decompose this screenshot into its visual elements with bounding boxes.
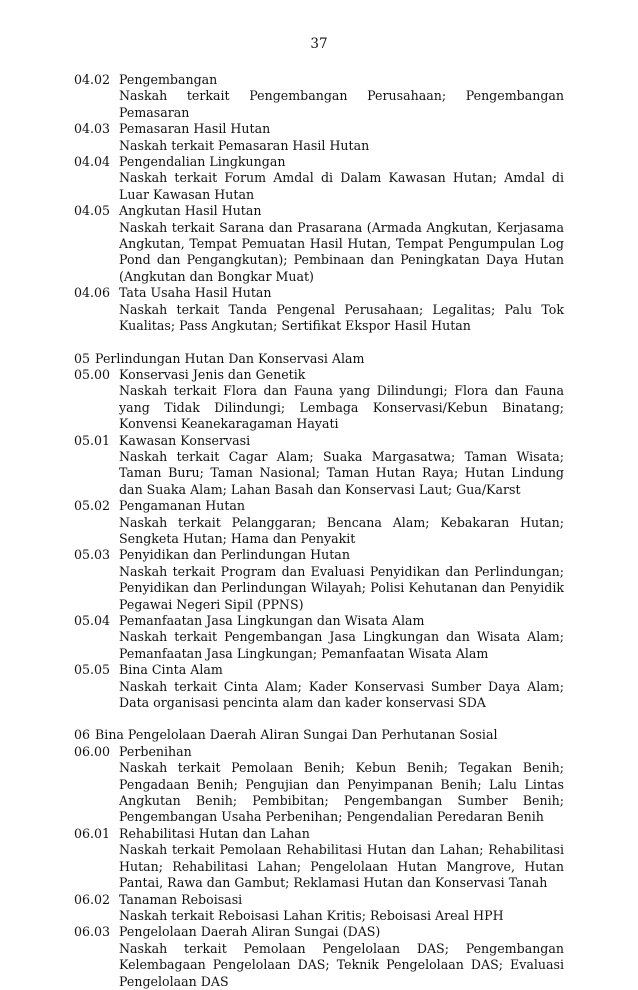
entry-heading bbox=[74, 547, 564, 563]
entry-code: 05.01 bbox=[74, 432, 111, 448]
classification-entry bbox=[74, 367, 564, 433]
classification-entry bbox=[74, 498, 564, 547]
section-number: 06 bbox=[74, 727, 91, 743]
entry-title: Penyidikan dan Perlindungan Hutan bbox=[119, 547, 350, 563]
classification-entry bbox=[74, 72, 564, 121]
entry-heading bbox=[74, 72, 564, 88]
entry-heading bbox=[74, 826, 564, 842]
entry-title: Pengembangan bbox=[119, 72, 218, 87]
classification-list bbox=[74, 72, 564, 990]
entry-heading bbox=[74, 367, 564, 383]
classification-entry bbox=[74, 744, 564, 826]
entry-heading bbox=[74, 613, 564, 629]
entry-description: Naskah terkait Pelanggaran; Bencana Alam; Kebakaran Hutan; Sengketa Hutan; Hama dan Penyakit bbox=[119, 514, 564, 546]
entry-description: Naskah terkait Flora dan Fauna yang Dilindungi; Flora dan Fauna yang Tidak Dilindungi; Lembaga Konservasi/Kebun Binatang; Konvensi Keanekaragaman Hayati bbox=[119, 383, 564, 432]
entry-title: Pengamanan Hutan bbox=[119, 498, 245, 514]
classification-entry bbox=[74, 285, 564, 334]
entry-code: 04.05 bbox=[74, 203, 111, 219]
entry-description: Naskah terkait Pengembangan Jasa Lingkungan dan Wisata Alam; Pemanfaatan Jasa Lingkungan; Pemanfaatan Wisata Alam bbox=[119, 629, 564, 661]
entry-description: Naskah terkait Cinta Alam; Kader Konservasi Sumber Daya Alam; Data organisasi pencinta alam dan kader konservasi SDA bbox=[119, 678, 564, 711]
entry-code: 04.03 bbox=[74, 121, 111, 137]
entry-title: Pengelolaan Daerah Aliran Sungai (DAS) bbox=[119, 924, 381, 940]
entry-heading bbox=[74, 121, 564, 137]
entry-code: 06.01 bbox=[74, 825, 111, 841]
entry-description: Naskah terkait Forum Amdal di Dalam Kawasan Hutan; Amdal di Luar Kawasan Hutan bbox=[119, 170, 564, 202]
entry-description: Naskah terkait Pengembangan Perusahaan; Pengembangan Pemasaran bbox=[119, 88, 564, 120]
entry-code: 05.02 bbox=[74, 498, 111, 514]
entry-description: Naskah terkait Sarana dan Prasarana (Armada Angkutan, Kerjasama Angkutan, Tempat Pemuatan Hasil Hutan, Tempat Pengumpulan Log Pond dan Pengangkutan); Pembinaan dan Peningkatan Daya Hutan (Angkutan dan Bongkar Muat) bbox=[119, 219, 564, 284]
entry-title: Pemanfaatan Jasa Lingkungan dan Wisata Alam bbox=[119, 613, 425, 628]
entry-title: Tata Usaha Hasil Hutan bbox=[119, 285, 272, 301]
entry-description: Naskah terkait Pemolaan Pengelolaan DAS; Pengembangan Kelembagaan Pengelolaan DAS; Teknik Pengelolaan DAS; Evaluasi Pengelolaan DAS bbox=[119, 940, 564, 989]
entry-description: Naskah terkait Pemolaan Benih; Kebun Benih; Tegakan Benih; Pengadaan Benih; Pengujian dan Penyimpanan Benih; Lalu Lintas Angkutan Benih; Pembibitan; Pengembangan Sumber Benih; Pengembangan Usaha Perbenihan; Pengendalian Peredaran Benih bbox=[119, 760, 564, 825]
entry-code: 04.04 bbox=[74, 154, 111, 170]
section-title: Bina Pengelolaan Daerah Aliran Sungai Dan Perhutanan Sosial bbox=[95, 727, 498, 743]
entry-description: Naskah terkait Pemasaran Hasil Hutan bbox=[119, 137, 370, 153]
entry-description: Naskah terkait Cagar Alam; Suaka Margasatwa; Taman Wisata; Taman Buru; Taman Nasional; Taman Hutan Raya; Hutan Lindung dan Suaka Alam; Lahan Basah dan Konservasi Laut; Gua/Karst bbox=[119, 448, 564, 497]
entry-heading bbox=[74, 285, 564, 301]
classification-entry bbox=[74, 433, 564, 499]
entry-heading bbox=[74, 203, 564, 219]
entry-heading bbox=[74, 924, 564, 940]
entry-heading bbox=[74, 892, 564, 908]
entry-title: Tanaman Reboisasi bbox=[119, 891, 243, 907]
entry-code: 06.03 bbox=[74, 924, 111, 940]
entry-code: 04.06 bbox=[74, 285, 111, 301]
entry-code: 05.00 bbox=[74, 366, 111, 382]
entry-title: Pemasaran Hasil Hutan bbox=[119, 121, 271, 137]
entry-title: Bina Cinta Alam bbox=[119, 662, 223, 678]
entry-code: 06.02 bbox=[74, 891, 111, 907]
classification-entry bbox=[74, 613, 564, 662]
classification-entry bbox=[74, 826, 564, 892]
section-heading bbox=[74, 351, 564, 367]
classification-entry bbox=[74, 924, 564, 990]
entry-heading bbox=[74, 498, 564, 514]
entry-title: Kawasan Konservasi bbox=[119, 432, 251, 448]
section-title: Perlindungan Hutan Dan Konservasi Alam bbox=[95, 350, 365, 366]
page-number: 37 bbox=[310, 36, 328, 52]
entry-title: Perbenihan bbox=[119, 743, 192, 759]
entry-heading bbox=[74, 433, 564, 449]
entry-heading bbox=[74, 744, 564, 760]
entry-code: 05.04 bbox=[74, 613, 111, 628]
classification-entry bbox=[74, 547, 564, 613]
entry-description: Naskah terkait Reboisasi Lahan Kritis; Reboisasi Areal HPH bbox=[119, 907, 504, 923]
entry-description: Naskah terkait Program dan Evaluasi Penyidikan dan Perlindungan; Penyidikan dan Perlindungan Wilayah; Polisi Kehutanan dan Penyidik Pegawai Negeri Sipil (PPNS) bbox=[119, 563, 564, 612]
entry-heading bbox=[74, 154, 564, 170]
entry-title: Konservasi Jenis dan Genetik bbox=[119, 366, 306, 382]
entry-code: 05.03 bbox=[74, 547, 111, 563]
entry-code: 04.02 bbox=[74, 72, 111, 87]
section-number: 05 bbox=[74, 350, 91, 366]
classification-entry bbox=[74, 662, 564, 711]
entry-description: Naskah terkait Pemolaan Rehabilitasi Hutan dan Lahan; Rehabilitasi Hutan; Rehabilitasi Lahan; Pengelolaan Hutan Mangrove, Hutan Pantai, Rawa dan Gambut; Reklamasi Hutan dan Konservasi Tanah bbox=[119, 842, 564, 891]
classification-entry bbox=[74, 154, 564, 203]
entry-code: 06.00 bbox=[74, 743, 111, 759]
entry-title: Pengendalian Lingkungan bbox=[119, 154, 286, 170]
entry-heading bbox=[74, 662, 564, 678]
entry-description: Naskah terkait Tanda Pengenal Perusahaan; Legalitas; Palu Tok Kualitas; Pass Angkutan; Sertifikat Ekspor Hasil Hutan bbox=[119, 301, 564, 334]
entry-title: Angkutan Hasil Hutan bbox=[119, 203, 262, 219]
classification-entry bbox=[74, 121, 564, 154]
entry-code: 05.05 bbox=[74, 662, 111, 678]
entry-title: Rehabilitasi Hutan dan Lahan bbox=[119, 825, 310, 841]
classification-entry bbox=[74, 203, 564, 285]
section-heading bbox=[74, 727, 564, 743]
classification-entry bbox=[74, 892, 564, 925]
